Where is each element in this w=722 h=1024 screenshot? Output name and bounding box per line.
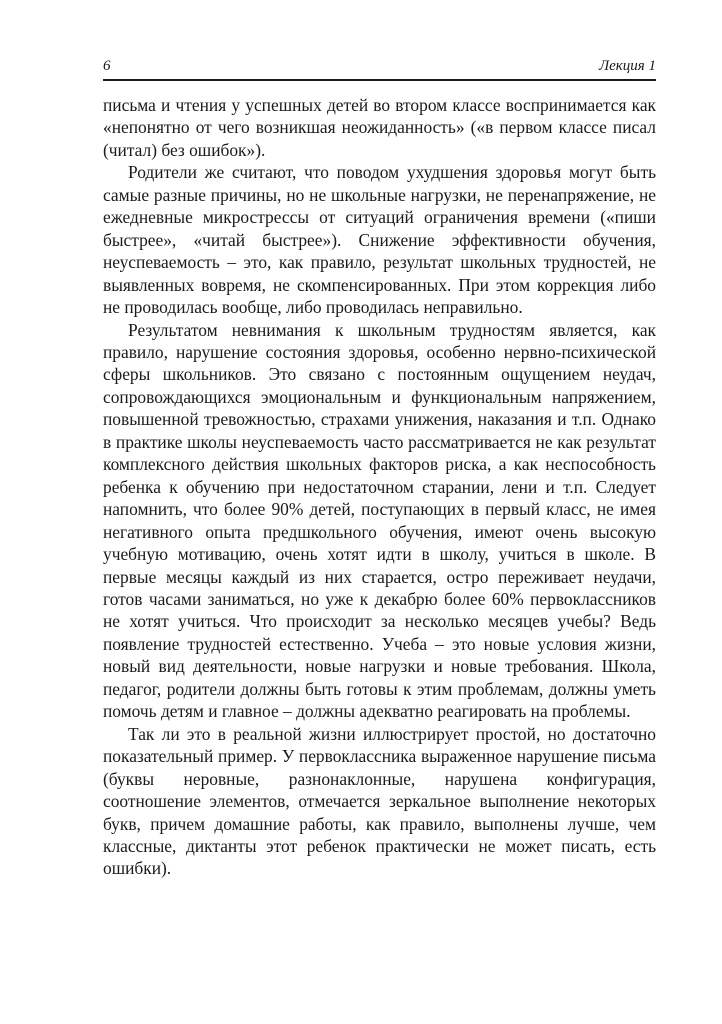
paragraph: Так ли это в реальной жизни иллюстрирует простой, но достаточно показательный пример. У первоклассника выраженное нарушение письма (буквы неровные, разнонаклонные, нарушена конфигурация, соотношение элементов, отмечается зеркальное выполнение некоторых букв, причем домашние работы, как правило, выполнены лучше, чем классные, диктанты этот ребенок практически не может писать, есть ошибки). [103, 723, 656, 879]
page-number: 6 [103, 58, 111, 74]
paragraph: Результатом невнимания к школьным трудностям является, как правило, нарушение состояния здоровья, особенно нервно-психической сферы школьников. Это связано с постоянным ощущением неудач, сопровождающихся эмоциональным и функциональным напряжением, повышенной тревожностью, страхами унижения, наказания и т.п. Однако в практике школы неуспеваемость часто рассматривается не как результат комплексного действия школьных факторов риска, а как неспособность ребенка к обучению при недостаточном старании, лени и т.п. Следует напомнить, что более 90% детей, поступающих в первый класс, не имея негативного опыта предшкольного обучения, имеют очень высокую учебную мотивацию, очень хотят идти в школу, учиться в школе. В первые месяцы каждый из них старается, остро переживает неудачи, готов часами заниматься, но уже к декабрю более 60% первоклассников не хотят учиться. Что происходит за несколько месяцев учебы? Ведь появление трудностей естественно. Учеба – это новые условия жизни, новый вид деятельности, новые нагрузки и новые требования. Школа, педагог, родители должны быть готовы к этим проблемам, должны уметь помочь детям и главное – должны адекватно реагировать на проблемы. [103, 319, 656, 722]
body-text [103, 94, 656, 880]
paragraph-continuation: письма и чтения у успешных детей во втором классе воспринимается как «непонятно от чего возникшая неожиданность» («в первом классе писал (читал) без ошибок»). [103, 95, 656, 160]
paragraph: Родители же считают, что поводом ухудшения здоровья могут быть самые разные причины, но не школьные нагрузки, не перенапряжение, не ежедневные микрострессы от ситуаций ограничения времени («пиши быстрее», «читай быстрее»). Снижение эффективности обучения, неуспеваемость – это, как правило, результат школьных трудностей, не выявленных вовремя, не скомпенсированных. При этом коррекция либо не проводилась вообще, либо проводилась неправильно. [103, 162, 656, 318]
header-rule [103, 79, 656, 81]
page-header [103, 56, 656, 78]
running-title: Лекция 1 [598, 58, 656, 74]
